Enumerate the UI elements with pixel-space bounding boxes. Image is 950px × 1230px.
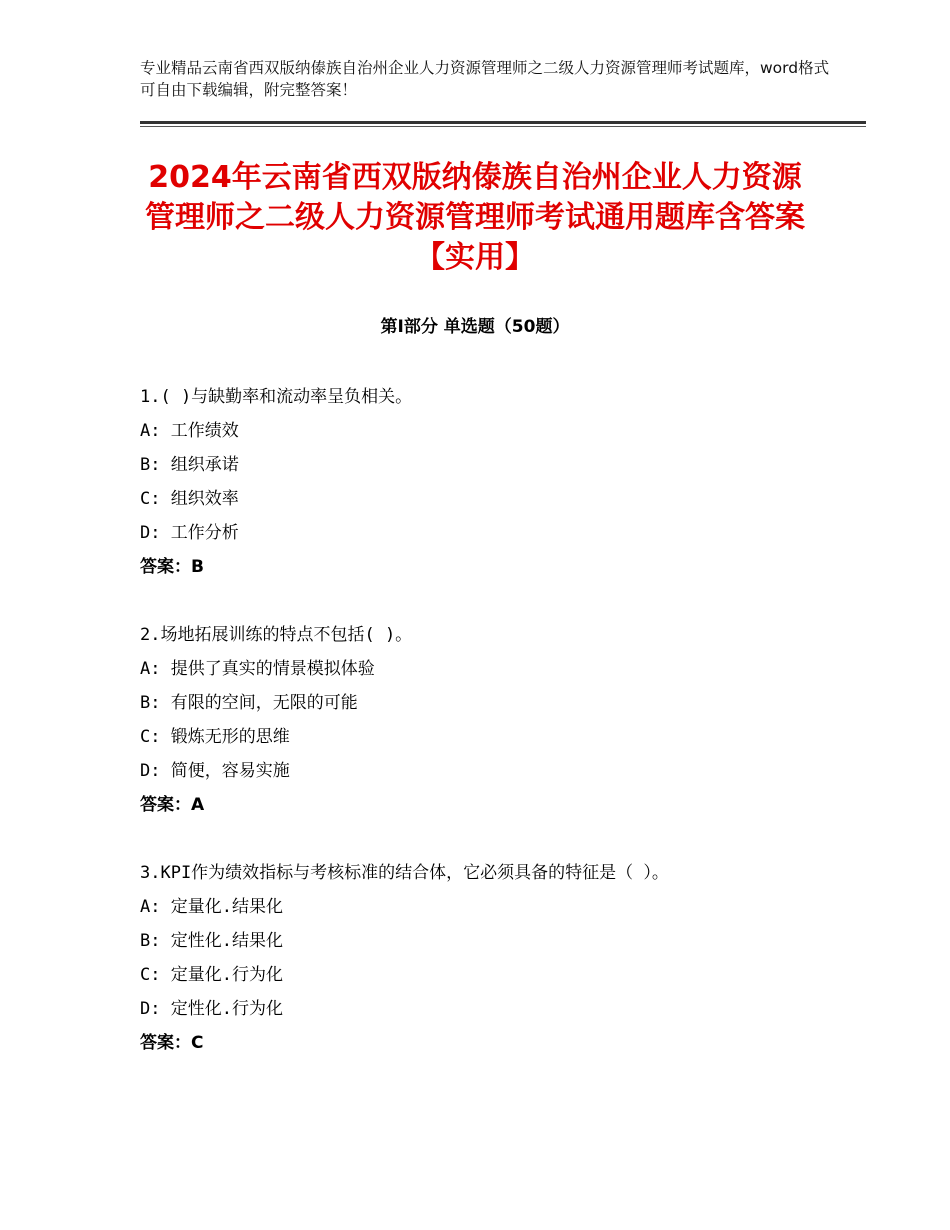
answer-line: 答案：B	[140, 557, 204, 577]
question-2	[140, 618, 820, 822]
header-divider-thick	[140, 121, 866, 124]
option-b: B: 定性化.结果化	[140, 931, 283, 951]
answer-line: 答案：A	[140, 795, 205, 815]
option-c: C: 组织效率	[140, 489, 239, 509]
section-heading: 第Ⅰ部分 单选题（50题）	[380, 317, 570, 337]
question-1	[140, 380, 820, 584]
option-a: A: 提供了真实的情景模拟体验	[140, 659, 375, 679]
header-note: 专业精品云南省西双版纳傣族自治州企业人力资源管理师之二级人力资源管理师考试题库，word格式可自由下载编辑，附完整答案！	[140, 59, 830, 99]
question-3	[140, 856, 820, 1060]
option-b: B: 有限的空间，无限的可能	[140, 693, 358, 713]
question-list	[140, 380, 820, 1094]
option-c: C: 定量化.行为化	[140, 965, 283, 985]
header-divider-thin	[140, 126, 866, 127]
answer-line: 答案：C	[140, 1033, 204, 1053]
question-stem: 1.( )与缺勤率和流动率呈负相关。	[140, 387, 413, 407]
document-title: 2024年云南省西双版纳傣族自治州企业人力资源管理师之二级人力资源管理师考试通用题库含答案【实用】	[145, 160, 805, 275]
option-d: D: 简便，容易实施	[140, 761, 290, 781]
option-b: B: 组织承诺	[140, 455, 239, 475]
option-d: D: 定性化.行为化	[140, 999, 283, 1019]
question-stem: 3.KPI作为绩效指标与考核标准的结合体，它必须具备的特征是（ ）。	[140, 863, 669, 883]
question-stem: 2.场地拓展训练的特点不包括( )。	[140, 625, 413, 645]
option-a: A: 定量化.结果化	[140, 897, 283, 917]
option-c: C: 锻炼无形的思维	[140, 727, 290, 747]
option-a: A: 工作绩效	[140, 421, 239, 441]
option-d: D: 工作分析	[140, 523, 239, 543]
